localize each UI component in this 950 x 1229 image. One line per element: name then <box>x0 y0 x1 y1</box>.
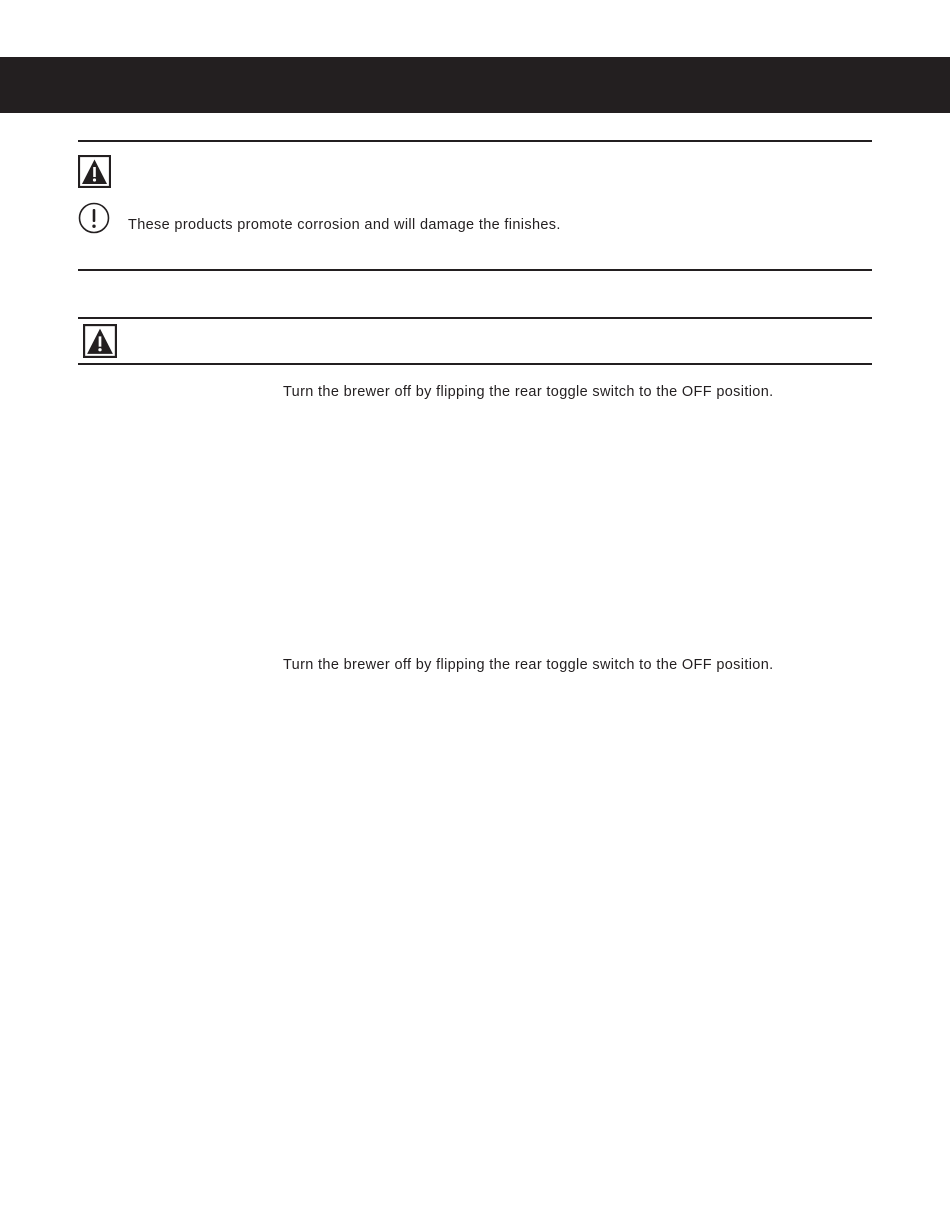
procedure-step-1: Turn the brewer off by flipping the rear toggle switch to the OFF position. <box>283 384 774 400</box>
procedure-step-2: Turn the brewer off by flipping the rear toggle switch to the OFF position. <box>283 657 774 673</box>
procedure-divider-top <box>78 317 872 319</box>
exclamation-circle-icon <box>78 202 110 234</box>
section-divider-top <box>78 140 872 142</box>
section-divider-bottom <box>78 269 872 271</box>
warning-triangle-icon <box>78 155 111 188</box>
warning-triangle-icon <box>83 324 117 358</box>
header-bar <box>0 57 950 113</box>
procedure-divider-bottom <box>78 363 872 365</box>
corrosion-notice-text: These products promote corrosion and will damage the finishes. <box>128 217 561 233</box>
